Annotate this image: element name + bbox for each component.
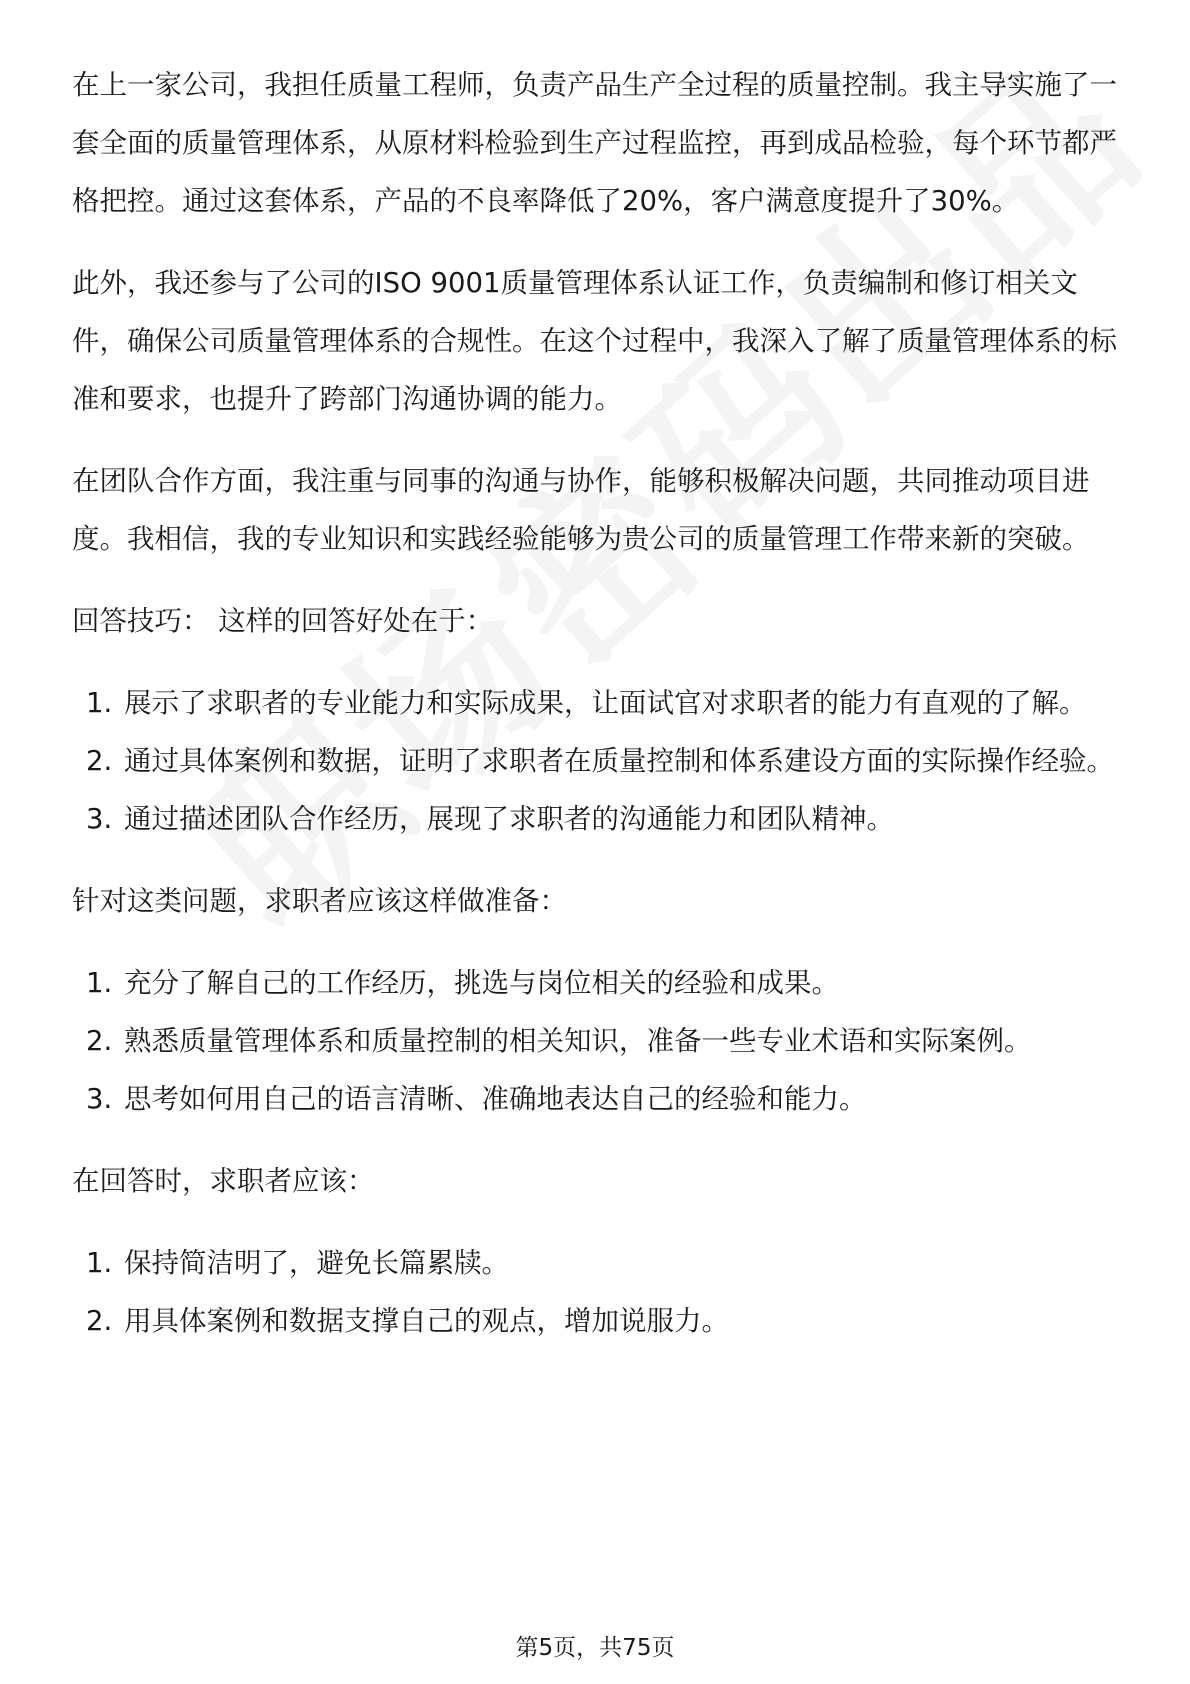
list-text: 思考如何用自己的语言清晰、准确地表达自己的经验和能力。 <box>124 1083 867 1115</box>
paragraph-teamwork: 在团队合作方面，我注重与同事的沟通与协作，能够积极解决问题，共同推动项目进度。我相信，我的专业知识和实践经验能够为贵公司的质量管理工作带来新的突破。 <box>72 465 1090 555</box>
list-number: 1. <box>86 1247 113 1279</box>
document-body <box>72 56 1122 1374</box>
list-item <box>72 790 1122 848</box>
paragraph-iso-certification: 此外，我还参与了公司的ISO 9001质量管理体系认证工作，负责编制和修订相关文件，确保公司质量管理体系的合规性。在这个过程中，我深入了解了质量管理体系的标准和要求，也提升了跨部门沟通协调的能力。 <box>72 267 1117 415</box>
tips-heading: 回答技巧： 这样的回答好处在于： <box>72 605 494 637</box>
list-number: 3. <box>86 803 113 835</box>
list-text: 用具体案例和数据支撑自己的观点，增加说服力。 <box>124 1305 729 1337</box>
list-item <box>72 674 1122 732</box>
tips-list <box>72 674 1122 848</box>
answer-heading: 在回答时，求职者应该： <box>72 1165 375 1197</box>
list-item <box>72 1070 1122 1128</box>
list-number: 2. <box>86 745 113 777</box>
list-item <box>72 1012 1122 1070</box>
list-number: 1. <box>86 687 113 719</box>
list-text: 充分了解自己的工作经历，挑选与岗位相关的经验和成果。 <box>124 967 839 999</box>
list-number: 3. <box>86 1083 113 1115</box>
list-item <box>72 732 1122 790</box>
list-text: 保持简洁明了，避免长篇累牍。 <box>124 1247 509 1279</box>
list-item <box>72 954 1122 1012</box>
list-item <box>72 1292 1122 1350</box>
answer-list <box>72 1234 1122 1350</box>
paragraph-experience: 在上一家公司，我担任质量工程师，负责产品生产全过程的质量控制。我主导实施了一套全面的质量管理体系，从原材料检验到生产过程监控，再到成品检验，每个环节都严格把控。通过这套体系，产品的不良率降低了20%，客户满意度提升了30%。 <box>72 69 1117 217</box>
list-number: 1. <box>86 967 113 999</box>
list-number: 2. <box>86 1025 113 1057</box>
list-text: 熟悉质量管理体系和质量控制的相关知识，准备一些专业术语和实际案例。 <box>124 1025 1032 1057</box>
list-number: 2. <box>86 1305 113 1337</box>
list-item <box>72 1234 1122 1292</box>
list-text: 展示了求职者的专业能力和实际成果，让面试官对求职者的能力有直观的了解。 <box>124 687 1087 719</box>
list-text: 通过描述团队合作经历，展现了求职者的沟通能力和团队精神。 <box>124 803 894 835</box>
prep-list <box>72 954 1122 1128</box>
prep-heading: 针对这类问题，求职者应该这样做准备： <box>72 885 567 917</box>
page-number-footer: 第5页，共75页 <box>515 1635 675 1661</box>
list-text: 通过具体案例和数据，证明了求职者在质量控制和体系建设方面的实际操作经验。 <box>124 745 1114 777</box>
